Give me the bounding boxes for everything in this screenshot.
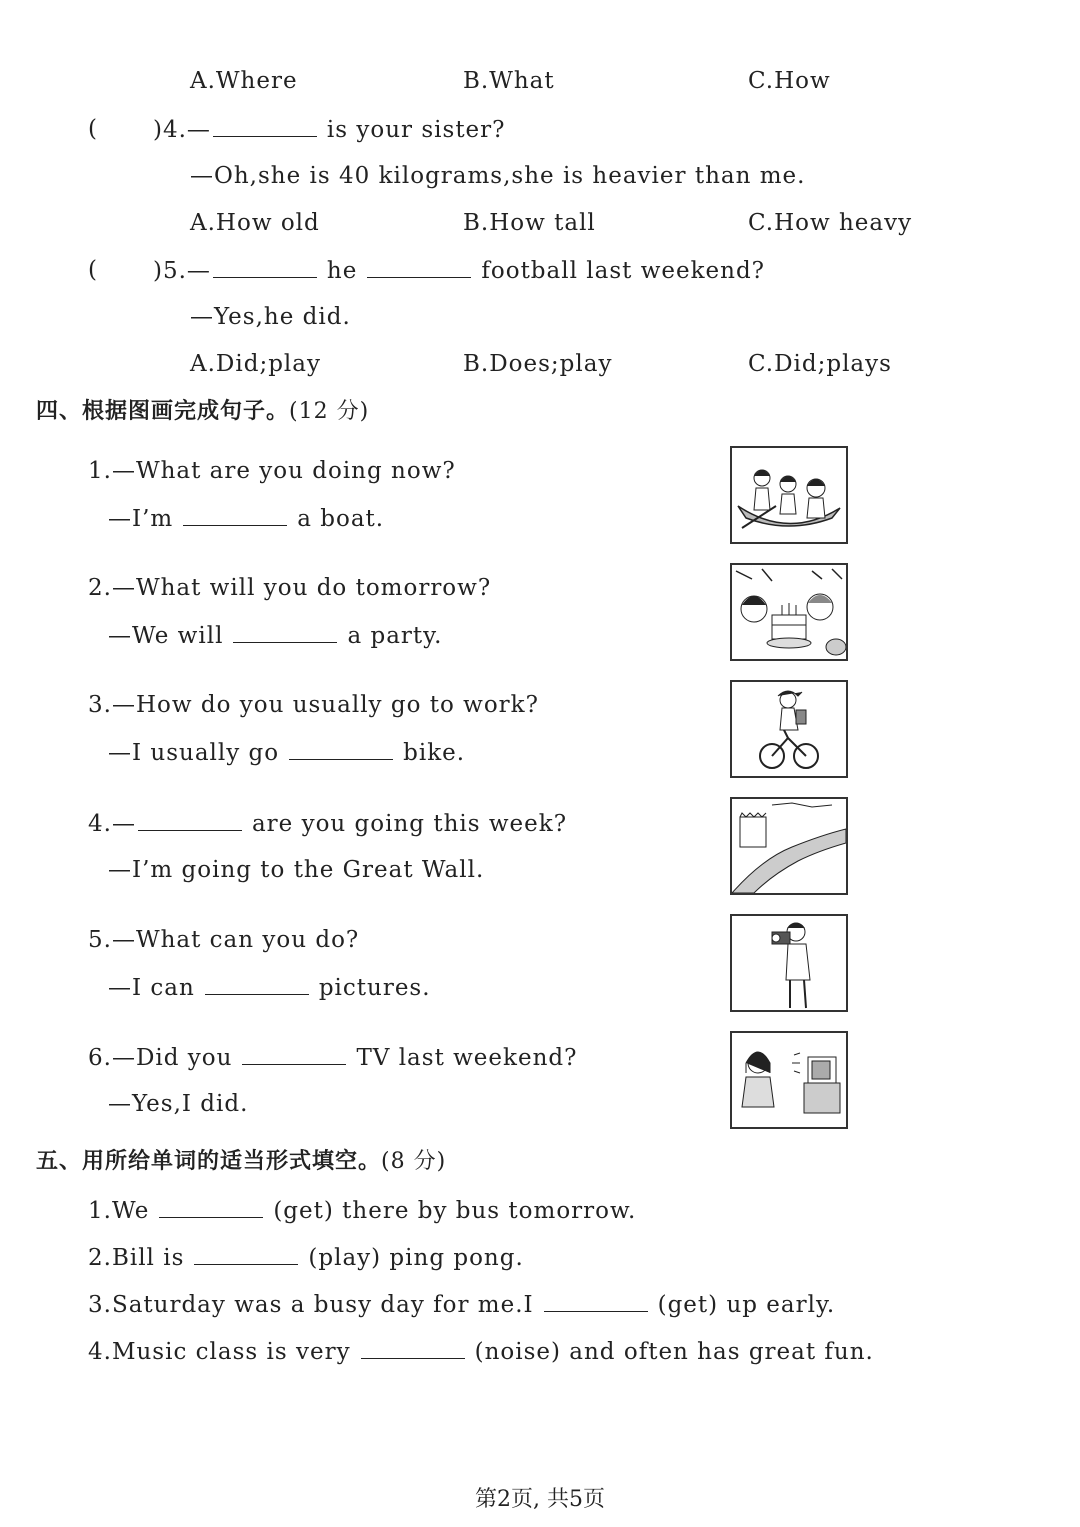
q5-answer-line: —Yes,he did. <box>190 304 351 330</box>
s4-q3-blank[interactable] <box>289 737 393 760</box>
q5-middle-word: he <box>326 258 358 284</box>
s5-item-4 <box>88 1336 874 1367</box>
q5-option-c: C.Did;plays <box>748 351 892 377</box>
s4-q1-answer-before: —I’m <box>108 506 174 532</box>
q4-prompt <box>153 114 506 145</box>
s5-item-4-after: (noise) and often has great fun. <box>474 1339 874 1365</box>
section4-heading <box>36 397 369 427</box>
s5-item-3 <box>88 1289 835 1320</box>
s4-q5-question: 5.—What can you do? <box>88 927 360 953</box>
q5-option-b: B.Does;play <box>463 351 613 377</box>
q4-prompt-text: is your sister? <box>326 117 506 143</box>
s5-item-3-before: 3.Saturday was a busy day for me.I <box>88 1292 534 1318</box>
section4-title: 四、根据图画完成句子。 <box>36 399 290 424</box>
section5-points: (8 分) <box>381 1149 447 1174</box>
s4-q1-answer <box>108 503 384 534</box>
s4-q2-question: 2.—What will you do tomorrow? <box>88 575 492 601</box>
s4-q4-question-before: 4.— <box>88 811 136 837</box>
q3-option-a: A.Where <box>190 68 298 94</box>
s5-item-1-blank[interactable] <box>159 1195 263 1218</box>
girl-watching-tv-picture <box>730 1031 848 1129</box>
s5-item-2-after: (play) ping pong. <box>308 1245 524 1271</box>
s5-item-1 <box>88 1195 636 1226</box>
s4-q1-blank[interactable] <box>183 503 287 526</box>
s4-q2-answer-before: —We will <box>108 623 224 649</box>
q4-number: )4.— <box>153 117 211 143</box>
s5-item-4-blank[interactable] <box>361 1336 465 1359</box>
s4-q6-question-before: 6.—Did you <box>88 1045 233 1071</box>
s4-q3-answer-before: —I usually go <box>108 740 280 766</box>
s4-q4-answer: —I’m going to the Great Wall. <box>108 857 485 883</box>
q4-option-c: C.How heavy <box>748 210 913 236</box>
section5-title: 五、用所给单词的适当形式填空。 <box>36 1149 382 1174</box>
s5-item-2-before: 2.Bill is <box>88 1245 185 1271</box>
q5-option-a: A.Did;play <box>190 351 321 377</box>
girl-riding-bike-picture <box>730 680 848 778</box>
s5-item-2 <box>88 1242 524 1273</box>
s4-q2-answer-after: a party. <box>347 623 443 649</box>
s5-item-3-after: (get) up early. <box>657 1292 836 1318</box>
q5-blank-1[interactable] <box>213 255 317 278</box>
s4-q4-question-after: are you going this week? <box>251 811 568 837</box>
s5-item-4-before: 4.Music class is very <box>88 1339 351 1365</box>
q5-prompt <box>153 255 765 286</box>
section5-heading <box>36 1147 446 1177</box>
page-footer: 第2页, 共5页 <box>475 1487 605 1512</box>
q4-answer-line: —Oh,she is 40 kilograms,she is heavier than me. <box>190 163 806 189</box>
man-with-camera-picture <box>730 914 848 1012</box>
s4-q6-question <box>88 1042 577 1073</box>
s4-q3-answer-after: bike. <box>403 740 466 766</box>
s5-item-2-blank[interactable] <box>194 1242 298 1265</box>
q4-option-b: B.How tall <box>463 210 596 236</box>
s4-q3-answer <box>108 737 465 768</box>
s4-q5-answer <box>108 972 431 1003</box>
s4-q2-answer <box>108 620 442 651</box>
s4-q5-blank[interactable] <box>205 972 309 995</box>
great-wall-picture <box>730 797 848 895</box>
s5-item-3-blank[interactable] <box>544 1289 648 1312</box>
s4-q5-answer-before: —I can <box>108 975 195 1001</box>
q5-paren-open: ( <box>88 257 98 283</box>
s4-q1-question: 1.—What are you doing now? <box>88 458 456 484</box>
s4-q6-question-after: TV last weekend? <box>356 1045 578 1071</box>
q4-option-a: A.How old <box>190 210 320 236</box>
q5-number: )5.— <box>153 258 211 284</box>
q3-option-b: B.What <box>463 68 555 94</box>
s4-q3-question: 3.—How do you usually go to work? <box>88 692 539 718</box>
s5-item-1-after: (get) there by bus tomorrow. <box>273 1198 637 1224</box>
q4-answer-blank[interactable] <box>213 114 317 137</box>
q3-option-c: C.How <box>748 68 831 94</box>
birthday-party-picture <box>730 563 848 661</box>
s4-q4-question <box>88 808 567 839</box>
q5-blank-2[interactable] <box>367 255 471 278</box>
q4-paren-open: ( <box>88 116 98 142</box>
children-rowing-boat-picture <box>730 446 848 544</box>
section4-points: (12 分) <box>289 399 370 424</box>
s4-q4-blank[interactable] <box>138 808 242 831</box>
s4-q1-answer-after: a boat. <box>297 506 385 532</box>
q5-prompt-text: football last weekend? <box>481 258 766 284</box>
s4-q6-blank[interactable] <box>242 1042 346 1065</box>
s4-q2-blank[interactable] <box>233 620 337 643</box>
s4-q5-answer-after: pictures. <box>318 975 431 1001</box>
s4-q6-answer: —Yes,I did. <box>108 1091 249 1117</box>
s5-item-1-before: 1.We <box>88 1198 150 1224</box>
